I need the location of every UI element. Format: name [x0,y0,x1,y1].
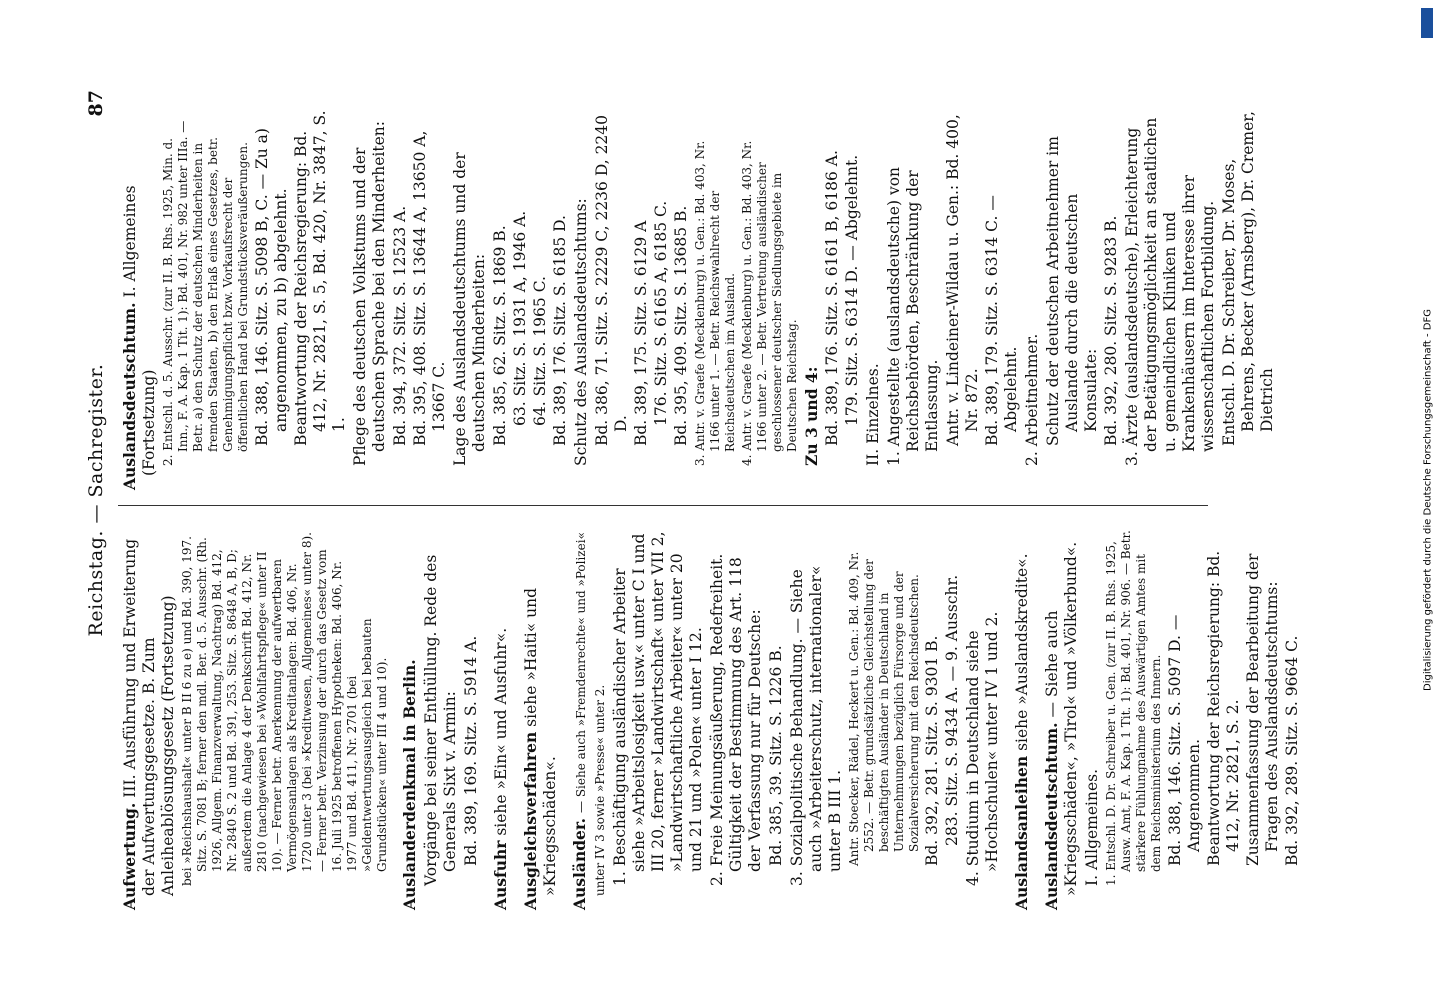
subentry: 2. Arbeitnehmer. [1023,333,1041,466]
subentry: Lage des Auslandsdeutschtums und der deutschen Minderheiten: [451,152,488,466]
subentry: 3. Antr. v. Graefe (Mecklenburg) u. Gen.: Bd. 403, Nr. 1166 unter 1. — Betr. Reichswahlrecht der Reichsdeutschen im Ausland. [693,140,737,466]
entry-text: I. Allgemeines (Fortsetzung) [121,185,158,476]
subentry: Pflege des deutschen Volkstums und der deutschen Sprache bei den Minderheiten: [351,121,388,466]
entry-note: bei »Reichshaushalt« unter B II 6 zu e) und Bd. 390, 197. Sitz. S. 7081 B; ferner den mdl. Ber. d. 5. Ausschr. (Rh. 1926, Allgem. Finanzverwaltung, Nachtrag) Bd. 412, Nr. 2840 S. 2 und Bd. 391, 253. Sitz. S. 8648 A, B, D; außerdem die Anlage 4 der Denkschrift Bd. 412, Nr. 2810 (nachgewiesen bei »Wohlfahrtspflege« unter II 10). — Ferner betr. Anerkennung der aufwertbaren Vermögensanlagen als Kreditanlagen: Bd. 406, Nr. 1720 unter 3 (bei »Kreditwesen, Allgemeines« unter 8). — Ferner betr. Verzinsung der durch das Gesetz vom 16. Juli 1925 betroffenen Hypotheken: Bd. 406, Nr. 1977 und Bd. 411, Nr. 2701 (bei »Geldentwertungsausgleich bei bebauten Grundstücken« unter III 4 und 10). [180,532,389,886]
entry-ref: 64. Sitz. S. 1965 C. [531,276,549,426]
entry-keyword: Auslanderdenkmal in Berlin. [400,659,419,910]
subentry: 3. Ärzte (auslandsdeutsche), Erleichterung der Betätigungsmöglichkeit an staatlichen u. gemeindlichen Kliniken und Krankenhäusern im Interesse ihrer wissenschaftlichen Fortbildung. [1123,117,1217,466]
entry-ref: Bd. 395, 409. Sitz. S. 13685 B. [672,205,690,446]
section-heading: II. Einzelnes. [864,363,882,466]
entry-ref: 63. Sitz. S. 1931 A, 1946 A. [511,210,529,426]
subentry: Entschl. D. Dr. Schreiber, Dr. Moses, Behrens, Becker (Arnsberg), Dr. Cremer, Dietrich [1220,111,1276,446]
entry-text: — Siehe auch »Kriegsschäden«, »Tirol« und »Völkerbund«. [1043,541,1080,896]
subentry: Beantwortung der Reichsregierung: Bd. 412, Nr. 2821, S. 5, Bd. 420, Nr. 3847, S. 1. [292,110,348,446]
subentry: 3. Sozialpolitische Behandlung. — Siehe auch »Arbeiterschutz, internationaler« unter B III 1. [788,565,844,886]
entry-ref: Bd. 392, 280. Sitz. S. 9283 B. [1102,215,1120,446]
entry-auslaender [570,530,1002,910]
right-column [120,110,1287,490]
entry-keyword: Ausfuhr [491,840,510,910]
entry-ref: Bd. 392, 289. Sitz. S. 9664 C. [1283,635,1301,866]
entry-text: Vorgänge bei seiner Enthüllung. Rede des Generals Sixt v. Armin: [422,554,459,886]
entry-ref: Bd. 389, 176. Sitz. S. 6161 B, 6186 A. [823,150,841,446]
subentry: 1. Entschl. D. Dr. Schreiber u. Gen. (zur II. B. Rhs. 1925, Ausw. Amt, F. A. Kap. 1 Tit. 1): Bd. 401, Nr. 906. — Betr. stärkere Fühlungnahme des Auswärtigen Amtes mit dem Reichsministerium des Innern. [1104,530,1163,886]
entry-aufwertung [120,530,390,910]
entry-ref: Bd. 389, 176. Sitz. S. 6185 D. [551,215,569,446]
column-divider [118,505,1208,506]
page-number: 87 [85,90,107,117]
entry-text: siehe »Haiti« und »Kriegsschäden«. [522,587,559,896]
entry-ref: Bd. 395, 408. Sitz. S. 13644 A, 13650 A, 13667 C. [411,130,448,446]
subentry: Schutz des Auslandsdeutschtums: [572,198,590,466]
entry-text: siehe »Auslandskredite«. [1013,553,1031,751]
entry-text: III. Ausführung und Erweiterung der Aufwertungsgesetze. B. Zum Anleiheablösungsgesetz (Fortsetzung) [121,538,177,896]
subentry: 1. Beschäftigung ausländischer Arbeiter siehe »Arbeitslosigkeit usw.« unter C I und III 20, ferner »Landwirtschaft« unter VII 2, »Landwirtschaftliche Arbeiter« unter 20 und 21 und »Polen« unter I 12. [611,531,705,886]
section-heading: I. Allgemeines. [1083,768,1101,886]
subentry: Schutz der deutschen Arbeitnehmer im Auslande durch die deutschen Konsulate: [1044,136,1100,446]
subentry: Beantwortung der Reichsregierung: Bd. 412, Nr. 2821, S. 2. [1205,550,1242,866]
subentry: 4. Antr. v. Graefe (Mecklenburg) u. Gen.: Bd. 403, Nr. 1166 unter 2. — Betr. Vertretung ausländischer geschlossener deutscher Siedlungsgebiete im Deutschen Reichstag. [740,140,799,466]
entry-ausfuhr [491,530,511,910]
entry-ref: Bd. 388, 146. Sitz. S. 5098 B, C. — Zu a) angenommen, zu b) abgelehnt. [253,128,290,446]
entry-ref: Bd. 394, 372. Sitz. S. 12523 A. [391,205,409,446]
entry-text: — Siehe auch »Fremdenrechte« und »Polizei« unter IV 3 sowie »Presse« unter 2. [574,532,607,896]
left-column [120,530,1312,910]
margin-note-text: Digitalisierung gefördert durch die Deutsche Forschungsgemeinschaft - DFG [1422,308,1434,692]
entry-keyword: Ausländer. [570,817,589,910]
entry-ref: Bd. 389, 175. Sitz. S. 6129 A [632,220,650,446]
subentry: Zusammenfassung der Bearbeitung der Fragen des Auslandsdeutschtums: [1244,553,1281,866]
entry-ref: Bd. 392, 281. Sitz. S. 9301 B. [923,635,941,866]
entry-auslanderdenkmal [400,530,481,910]
entry-ausgleichsverfahren [521,530,560,910]
entry-text: siehe »Ein« und Ausfuhr«. [492,627,510,836]
entry-ref: Bd. 388, 146. Sitz. S. 5097 D. — Angenommen. [1166,614,1203,866]
entry-ref: Bd. 389, 179. Sitz. S. 6314 C. — Abgelehnt. [983,195,1020,446]
entry-auslandsdeutschtum-cont [120,110,1277,490]
entry-ref: Bd. 385, 39. Sitz. S. 1226 B. [767,645,785,866]
entry-keyword: Auslandsanleihen [1012,755,1031,910]
subentry: 2. Freie Meinungsäußerung, Redefreiheit. Gültigkeit der Bestimmung des Art. 118 der Verfassung nur für Deutsche: [708,553,764,886]
entry-ref: 179. Sitz. S. 6314 D. — Abgelehnt. [843,154,861,426]
subentry: Antr. v. Lindeiner-Wildau u. Gen.: Bd. 400, Nr. 872. [944,114,981,446]
entry-ref: Bd. 385, 62. Sitz. S. 1869 B. [491,225,509,446]
subentry-detail: Antr. Stoecker, Rädel, Heckert u. Gen.: Bd. 409, Nr. 2552. — Betr. grundsätzliche Gleichstellung der beschäftigten Ausländer in Deutschland in Unternehmungen bezüglich Fürsorge und der Sozialversicherung mit den Reichsdeutschen. [847,551,921,866]
entry-keyword: Ausgleichsverfahren [521,731,540,910]
subentry: 1. Angestellte (auslandsdeutsche) von Reichsbehörden, Beschränkung der Entlassung. [885,166,941,466]
entry-ref: Bd. 389, 169. Sitz. S. 5914 A. [462,635,480,866]
entry-keyword: Auslandsdeutschtum. [120,302,139,490]
entry-ref: 176. Sitz. S. 6165 A, 6185 C. [652,200,670,426]
page-header [85,90,115,910]
page-title: Reichstag. — Sachregister. [85,363,107,637]
entry-ref: Bd. 386, 71. Sitz. S. 2229 C, 2236 D, 2240 D. [593,114,630,446]
entry-auslandsanleihen [1012,530,1032,910]
entry-ref: 283. Sitz. S. 9434 A. — 9. Ausschr. [943,574,961,846]
subentry: Zu 3 und 4: [802,366,821,466]
entry-keyword: Aufwertung. [120,802,139,910]
entry-keyword: Auslandsdeutschtum. [1042,722,1061,910]
subentry: 2. Entschl. d. 5. Ausschr. (zur II. B. Rhs. 1925, Min. d. Inn., F. A. Kap. 1 Tit. 1): Bd. 401, Nr. 982 unter IIIa. — Betr. a) den Schutz der deutschen Minderheiten in fremden Staaten, b) den Erlaß eines Gesetzes, betr. Genehmigungspflicht bzw. Vorkaufsrecht der öffentlichen Hand bei Grundstücksveräußerungen. [161,120,250,466]
entry-auslandsdeutschtum [1042,530,1302,910]
margin-note [1421,0,1434,1000]
subentry: 4. Studium in Deutschland siehe »Hochschulen« unter IV 1 und 2. [964,611,1001,886]
